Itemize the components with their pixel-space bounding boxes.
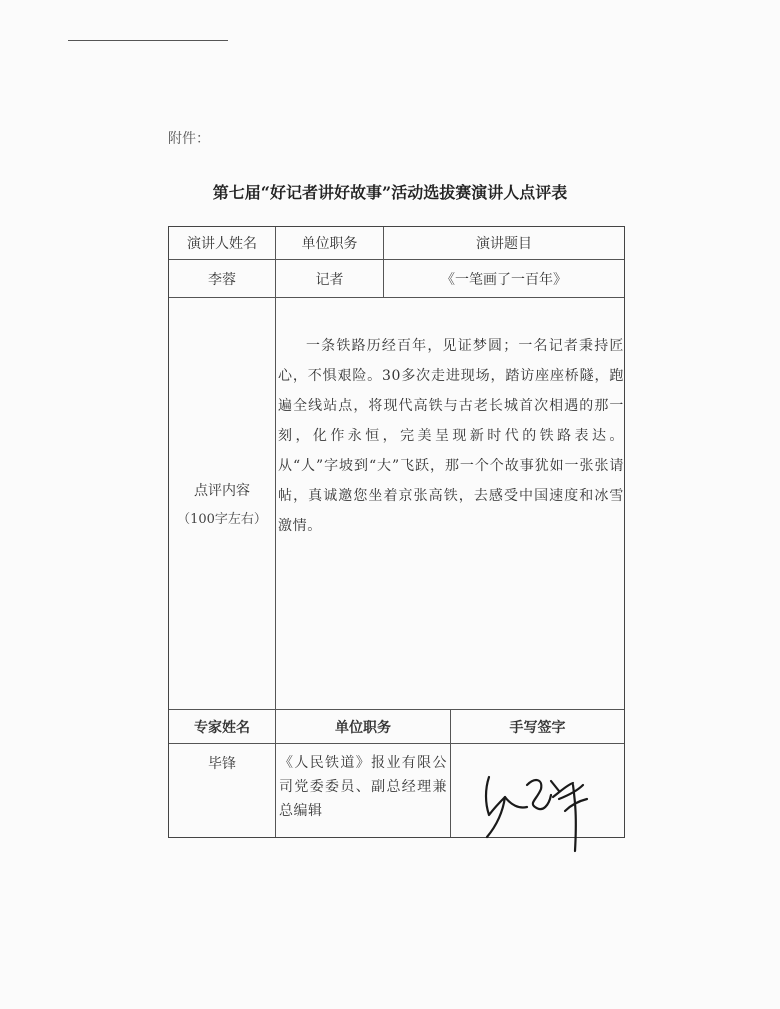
- header-rule: [68, 40, 228, 41]
- column-divider: [275, 227, 276, 837]
- attachment-label: 附件：: [168, 131, 210, 147]
- speech-topic: 《一笔画了一百年》: [441, 271, 567, 288]
- signature-header: 手写签字: [509, 719, 566, 736]
- speaker-position-header: 单位职务: [301, 236, 358, 252]
- review-label-cell: [169, 297, 275, 709]
- review-form-table: [168, 226, 625, 838]
- review-length-hint: （100字左右）: [177, 511, 267, 527]
- expert-name-header: 专家姓名: [194, 719, 250, 736]
- review-content: 一条铁路历经百年，见证梦圆；一名记者秉持匠心，不惧艰险。30多次走进现场，踏访座座桥隧，跑遍全线站点，将现代高铁与古老长城首次相遇的那一刻，化作永恒，完美呈现新时代的铁路表达。从“人”字坡到“大”飞跃，那一个个故事犹如一张张请帖，真诚邀您坐着京张高铁，去感受中国速度和冰雪激情。: [278, 338, 624, 534]
- speaker-position: 记者: [315, 271, 344, 288]
- row-divider: [169, 743, 624, 744]
- expert-position-header: 单位职务: [335, 719, 391, 736]
- speech-topic-header: 演讲题目: [476, 236, 532, 252]
- expert-position: 《人民铁道》报业有限公司党委委员、副总经理兼总编辑: [279, 755, 447, 819]
- handwritten-signature: [475, 755, 605, 855]
- speaker-name-header: 演讲人姓名: [187, 236, 257, 252]
- expert-name: 毕锋: [208, 756, 236, 772]
- review-label: 点评内容: [194, 482, 250, 499]
- speaker-name: 李蓉: [208, 271, 236, 288]
- form-title: 第七届“好记者讲好故事”活动选拔赛演讲人点评表: [212, 183, 568, 202]
